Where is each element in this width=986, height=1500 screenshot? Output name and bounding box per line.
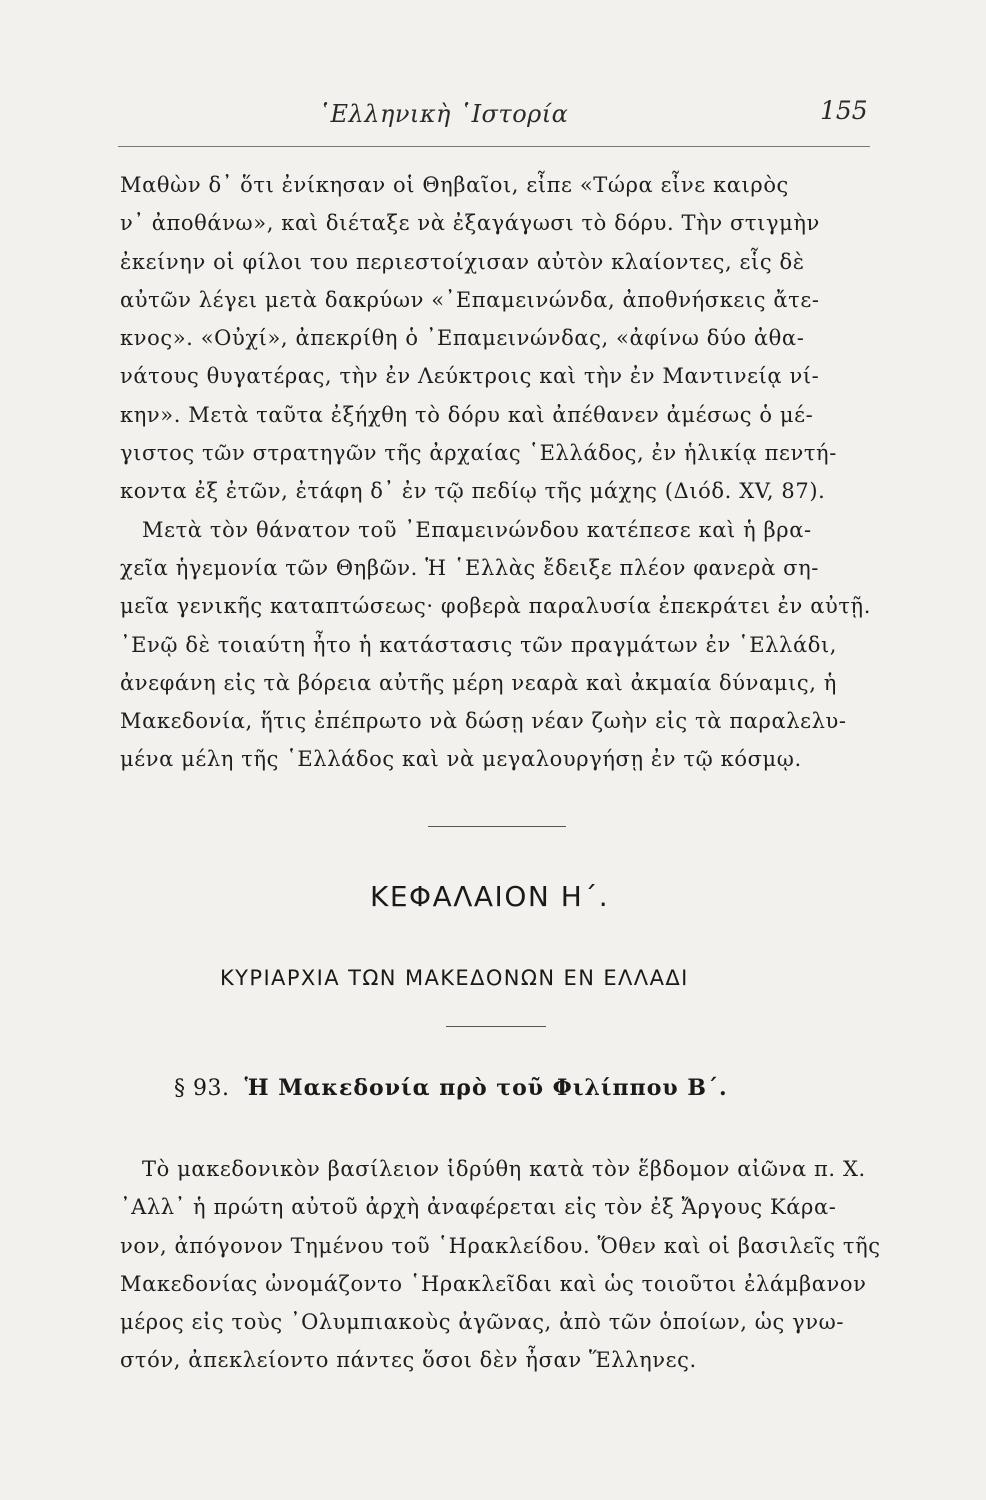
section-divider [446,1026,546,1027]
text-line: Τὸ μακεδονικὸν βασίλειον ἱδρύθη κατὰ τὸν ἕβδομον αἰῶνα π. Χ. [142,1157,866,1181]
text-line: Μακεδονίας ὠνομάζοντο ῾Ηρακλεῖδαι καὶ ὡς τοιοῦτοι ἐλάμβανον [120,1271,867,1296]
paragraph-2 [120,1150,880,1380]
text-line: ἐκείνην οἱ φίλοι του περιεστοίχισαν αὐτὸν κλαίοντες, εἷς δὲ [120,249,805,274]
text-line: Μακεδονία, ἥτις ἐπέπρωτο νὰ δώσῃ νέαν ζωὴν εἰς τὰ παραλελυ- [120,709,847,734]
text-line: ᾽Αλλ᾽ ἡ πρώτη αὐτοῦ ἀρχὴ ἀναφέρεται εἰς τὸν ἐξ Ἄργους Κάρα- [120,1195,837,1220]
page-number: 155 [820,96,868,125]
text-line: αὐτῶν λέγει μετὰ δακρύων «᾽Επαμεινώνδα, ἀποθνήσκεις ἄτε- [120,287,820,312]
header-rule [118,146,870,147]
section-heading [174,1075,728,1101]
text-line: νον, ἀπόγονον Τημένου τοῦ ῾Ηρακλείδου. Ὅθεν καὶ οἱ βασιλεῖς τῆς [120,1233,881,1258]
text-line: Μετὰ τὸν θάνατον τοῦ ᾽Επαμεινώνδου κατέπεσε καὶ ἡ βρα- [142,517,812,542]
text-line: Μαθὼν δ᾽ ὅτι ἐνίκησαν οἱ Θηβαῖοι, εἶπε «Τώρα εἶνε καιρὸς [120,173,789,197]
running-title: ῾Ελληνικὴ ῾Ιστορία [318,100,569,128]
text-line: μέρος εἰς τοὺς ᾽Ολυμπιακοὺς ἀγῶνας, ἀπὸ τῶν ὁποίων, ὡς γνω- [120,1310,845,1335]
text-line: ᾽Ενῷ δὲ τοιαύτη ἦτο ἡ κατάστασις τῶν πραγμάτων ἐν ῾Ελλάδι, [120,632,838,657]
section-number: § 93. [174,1076,230,1101]
text-line: κην». Μετὰ ταῦτα ἐξήχθη τὸ δόρυ καὶ ἀπέθανεν ἀμέσως ὁ μέ- [120,402,814,427]
chapter-subtitle: ΚΥΡΙΑΡΧΙΑ ΤΩΝ ΜΑΚΕΔΟΝΩΝ ΕΝ ΕΛΛΑΔΙ [220,966,689,990]
text-line: ἀνεφάνη εἰς τὰ βόρεια αὐτῆς μέρη νεαρὰ καὶ ἀκμαία δύναμις, ἡ [120,670,837,695]
text-line: κνος». «Οὐχί», ἀπεκρίθη ὁ ᾽Επαμεινώνδας, «ἀφίνω δύο ἀθα- [120,326,805,351]
text-line: νάτους θυγατέρας, τὴν ἐν Λεύκτροις καὶ τὴν ἐν Μαντινείᾳ νί- [120,364,820,389]
paragraph-1 [120,166,880,779]
text-line: χεῖα ἡγεμονία τῶν Θηβῶν. Ἡ ῾Ελλὰς ἔδειξε πλέον φανερὰ ση- [120,555,819,580]
text-line: ν᾽ ἀποθάνω», καὶ διέταξε νὰ ἐξαγάγωσι τὸ δόρυ. Τὴν στιγμὴν [120,211,820,236]
text-line: στόν, ἀπεκλείοντο πάντες ὅσοι δὲν ἦσαν Ἕλληνες. [120,1348,697,1373]
section-title: Ἡ Μακεδονία πρὸ τοῦ Φιλίππου Β΄. [244,1075,728,1101]
text-line: κοντα ἐξ ἐτῶν, ἐτάφη δ᾽ ἐν τῷ πεδίῳ τῆς μάχης (Διόδ. XV, 87). [120,479,826,504]
text-line: γιστος τῶν στρατηγῶν τῆς ἀρχαίας ῾Ελλάδος, ἐν ἡλικίᾳ πεντή- [120,441,837,466]
text-line: μένα μέλη τῆς ῾Ελλάδος καὶ νὰ μεγαλουργήσῃ ἐν τῷ κόσμῳ. [120,747,802,772]
text-line: μεῖα γενικῆς καταπτώσεως· φοβερὰ παραλυσία ἐπεκράτει ἐν αὐτῇ. [120,594,872,619]
section-divider [428,826,566,827]
chapter-title: ΚΕΦΑΛΑΙΟΝ Η΄. [370,880,610,913]
